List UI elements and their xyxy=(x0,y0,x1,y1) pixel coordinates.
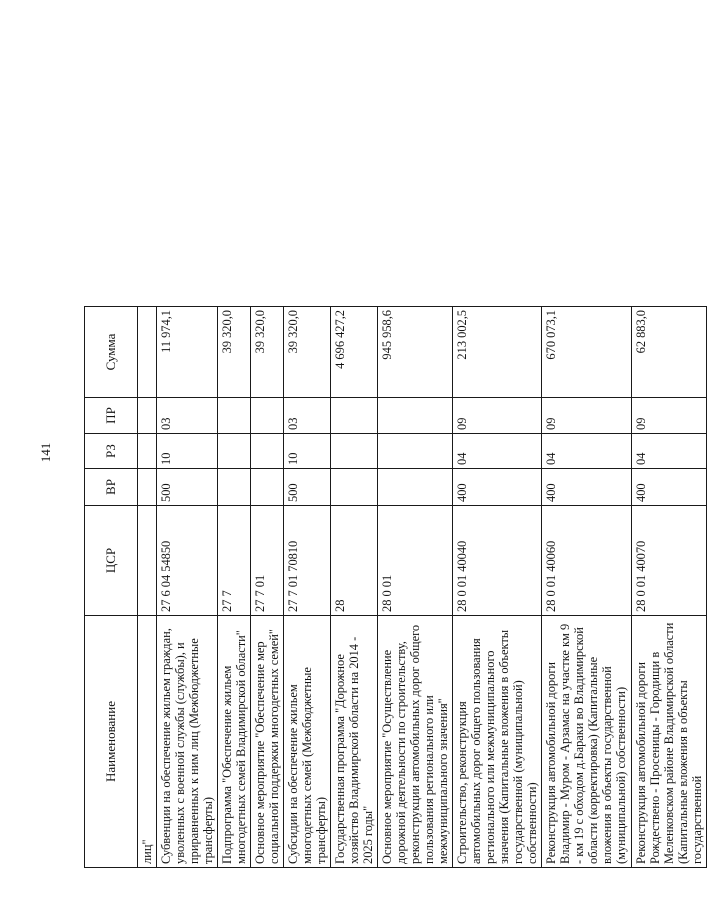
cell-code: 28 xyxy=(331,506,378,616)
cell-pr xyxy=(378,398,453,434)
cell-rz xyxy=(138,434,157,469)
header-name: Наименование xyxy=(85,616,138,868)
cell-pr xyxy=(251,398,284,434)
cell-code: 27 6 04 54850 xyxy=(157,506,218,616)
cell-pr xyxy=(331,398,378,434)
table-body xyxy=(138,307,707,868)
page-number: 141 xyxy=(38,442,53,463)
cell-pr: 09 xyxy=(542,398,631,434)
cell-pr: 09 xyxy=(453,398,542,434)
cell-sum: 39 320,0 xyxy=(251,307,284,398)
header-sum: Сумма xyxy=(85,307,138,398)
cell-vr xyxy=(331,469,378,506)
cell-name: Субсидии на обеспечение жильем многодетных семей (Межбюджетные трансферты) xyxy=(284,616,331,868)
cell-vr: 400 xyxy=(631,469,706,506)
table-row xyxy=(138,307,157,868)
cell-name: Реконструкция автомобильной дороги Рождествено - Просеницы - Городищи в Меленковском районе Владимирской области (Капитальные вложения в объекты государственной xyxy=(631,616,706,868)
cell-name: Основное мероприятие "Обеспечение мер социальной поддержки многодетных семей" xyxy=(251,616,284,868)
cell-rz xyxy=(218,434,251,469)
cell-pr xyxy=(138,398,157,434)
budget-table xyxy=(84,306,707,868)
cell-vr xyxy=(251,469,284,506)
cell-vr: 500 xyxy=(157,469,218,506)
cell-code: 27 7 xyxy=(218,506,251,616)
header-vr: ВР xyxy=(85,469,138,506)
cell-name: Основное мероприятие "Осуществление дорожной деятельности по строительству, реконструкции автомобильных дорог общего пользования регионального или межмуниципального значения" xyxy=(378,616,453,868)
cell-code: 28 0 01 40040 xyxy=(453,506,542,616)
table-header-row xyxy=(85,307,138,868)
cell-code: 28 0 01 xyxy=(378,506,453,616)
cell-name: Подпрограмма "Обеспечение жильем многодетных семей Владимирской области" xyxy=(218,616,251,868)
cell-vr xyxy=(138,469,157,506)
table-row xyxy=(378,307,453,868)
cell-rz: 10 xyxy=(157,434,218,469)
cell-vr: 500 xyxy=(284,469,331,506)
table-row xyxy=(284,307,331,868)
cell-name: Строительство, реконструкция автомобильных дорог общего пользования регионального или межмуниципального значения (Капитальные вложения в объекты государственной (муниципальной) собственности) xyxy=(453,616,542,868)
cell-rz xyxy=(331,434,378,469)
table-row xyxy=(157,307,218,868)
cell-pr: 03 xyxy=(284,398,331,434)
cell-sum: 213 002,5 xyxy=(453,307,542,398)
cell-name: Субвенции на обеспечение жильем граждан, уволенных с военной службы (службы), и приравненных к ним лиц (Межбюджетные трансферты) xyxy=(157,616,218,868)
cell-sum: 4 696 427,2 xyxy=(331,307,378,398)
cell-pr xyxy=(218,398,251,434)
cell-sum: 670 073,1 xyxy=(542,307,631,398)
cell-pr: 03 xyxy=(157,398,218,434)
cell-sum: 39 320,0 xyxy=(218,307,251,398)
cell-rz: 04 xyxy=(631,434,706,469)
table-row xyxy=(251,307,284,868)
cell-name: Реконструкция автомобильной дороги Владимир - Муром - Арзамас на участке км 9 - км 19 с обходом д.Бараки во Владимирской области (корректировка) (Капитальные вложения в объекты государственной (муниципальной) собственности) xyxy=(542,616,631,868)
cell-vr xyxy=(378,469,453,506)
cell-sum: 11 974,1 xyxy=(157,307,218,398)
table-row xyxy=(218,307,251,868)
header-code: ЦСР xyxy=(85,506,138,616)
table-row xyxy=(331,307,378,868)
cell-rz: 04 xyxy=(453,434,542,469)
cell-sum: 39 320,0 xyxy=(284,307,331,398)
table-row xyxy=(542,307,631,868)
cell-rz xyxy=(378,434,453,469)
cell-vr: 400 xyxy=(453,469,542,506)
cell-vr xyxy=(218,469,251,506)
cell-pr: 09 xyxy=(631,398,706,434)
cell-name: лиц" xyxy=(138,616,157,868)
cell-vr: 400 xyxy=(542,469,631,506)
cell-sum xyxy=(138,307,157,398)
cell-rz: 04 xyxy=(542,434,631,469)
header-pr: ПР xyxy=(85,398,138,434)
cell-code: 28 0 01 40060 xyxy=(542,506,631,616)
cell-code: 27 7 01 70810 xyxy=(284,506,331,616)
table-row xyxy=(453,307,542,868)
cell-sum: 945 958,6 xyxy=(378,307,453,398)
cell-name: Государственная программа "Дорожное хозяйство Владимирской области на 2014 - 2025 годы" xyxy=(331,616,378,868)
cell-rz: 10 xyxy=(284,434,331,469)
cell-code: 27 7 01 xyxy=(251,506,284,616)
header-rz: РЗ xyxy=(85,434,138,469)
table-row xyxy=(631,307,706,868)
cell-rz xyxy=(251,434,284,469)
cell-code xyxy=(138,506,157,616)
cell-sum: 62 883,0 xyxy=(631,307,706,398)
cell-code: 28 0 01 40070 xyxy=(631,506,706,616)
